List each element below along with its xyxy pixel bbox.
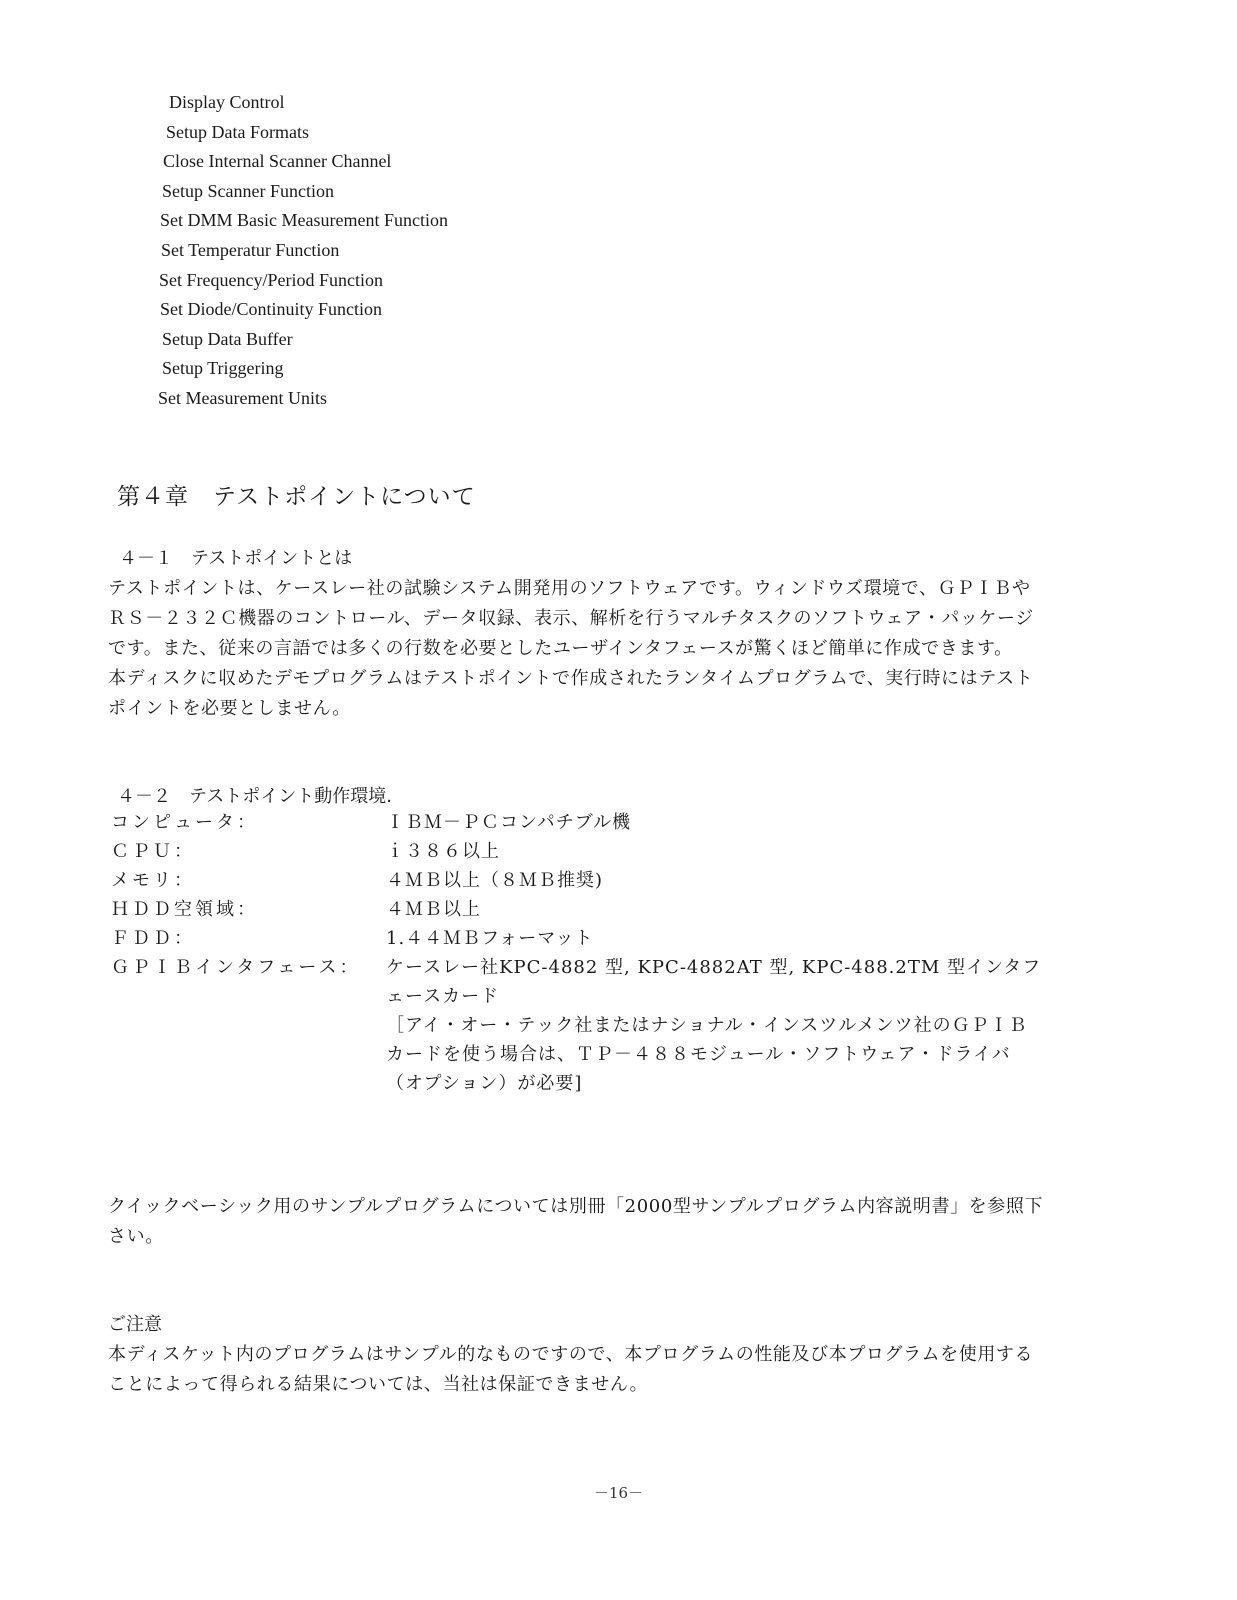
- env-value: [386, 837, 1046, 866]
- function-list-item: Set DMM Basic Measurement Function: [160, 210, 448, 231]
- page-number: －16－: [593, 1484, 644, 1502]
- notice-title: ご注意: [108, 1314, 162, 1335]
- function-list-item: Set Measurement Units: [158, 387, 327, 408]
- env-value-line: ｉ３８６以上: [386, 841, 500, 862]
- env-value-line: ［アイ・オー・テック社またはナショナル・インスツルメンツ社のＧＰＩＢカードを使う場合は、ＴＰ－４８８モジュール・ソフトウェア・ドライバ（オプション）が必要]: [386, 1015, 1028, 1094]
- table-row: [111, 895, 1046, 924]
- chapter-title: 第４章 テストポイントについて: [117, 484, 476, 510]
- env-label: ＧＰＩＢインタフェース：: [111, 957, 361, 978]
- table-row: [111, 953, 1046, 1098]
- env-value: [386, 866, 1046, 895]
- function-list: [158, 88, 448, 414]
- env-value-line: ４ＭＢ以上: [386, 899, 481, 920]
- function-list-item: Set Diode/Continuity Function: [160, 299, 383, 320]
- env-value-line: 1.４４ＭＢフォーマット: [386, 928, 594, 949]
- env-value: [386, 953, 1046, 1098]
- section-4-1-paragraph: 本ディスクに収めたデモプログラムはテストポイントで作成されたランタイムプログラムで、実行時にはテストポイントを必要としません。: [108, 668, 1034, 719]
- function-list-item: Set Temperatur Function: [161, 239, 340, 260]
- env-label: メモリ：: [111, 870, 195, 891]
- section-4-1-heading: ４－１ テストポイントとは: [119, 548, 353, 569]
- section-4-2-heading: ４－２ テストポイント動作環境.: [117, 786, 393, 807]
- environment-table: [111, 808, 1046, 1098]
- section-4-1-paragraph: テストポイントは、ケースレー社の試験システム開発用のソフトウェアです。ウィンドウズ環境で、ＧＰＩＢやＲＳ－２３２Ｃ機器のコントロール、データ収録、表示、解析を行うマルチタスクのソフトウェア・パッケージです。また、従来の言語では多くの行数を必要としたユーザインタフェースが驚くほど簡単に作成できます。: [108, 578, 1034, 659]
- env-label: ＣＰＵ：: [111, 841, 195, 862]
- function-list-item: Setup Scanner Function: [162, 180, 334, 201]
- env-label: コンピュータ：: [111, 812, 258, 833]
- function-list-item: Setup Data Formats: [166, 121, 309, 142]
- notice-text: 本ディスケット内のプログラムはサンプル的なものですので、本プログラムの性能及び本プログラムを使用することによって得られる結果については、当社は保証できません。: [108, 1344, 1034, 1395]
- table-row: [111, 837, 1046, 866]
- section-4-1-body: [108, 574, 1048, 724]
- env-value: [386, 895, 1046, 924]
- sample-program-note: クイックベーシック用のサンプルプログラムについては別冊「2000型サンプルプログラム内容説明書」を参照下さい。: [108, 1196, 1044, 1247]
- function-list-item: Set Frequency/Period Function: [159, 269, 383, 290]
- function-list-item: Close Internal Scanner Channel: [163, 151, 392, 172]
- table-row: [111, 866, 1046, 895]
- env-value-line: ４ＭＢ以上（８ＭＢ推奨): [386, 870, 604, 891]
- env-value-line: ＩＢＭ－ＰＣコンパチブル機: [386, 812, 632, 833]
- table-row: [111, 924, 1046, 953]
- env-value: [386, 808, 1046, 837]
- env-value: [386, 924, 1046, 953]
- table-row: [111, 808, 1046, 837]
- function-list-item: Setup Data Buffer: [162, 328, 293, 349]
- function-list-item: Display Control: [169, 92, 285, 112]
- env-value-line: ケースレー社KPC-4882 型, KPC-4882AT 型, KPC-488.2TM 型インタフェースカード: [386, 957, 1042, 1007]
- env-label: ＨＤＤ空領域：: [111, 899, 258, 920]
- env-label: ＦＤＤ：: [111, 928, 195, 949]
- function-list-item: Setup Triggering: [162, 358, 284, 379]
